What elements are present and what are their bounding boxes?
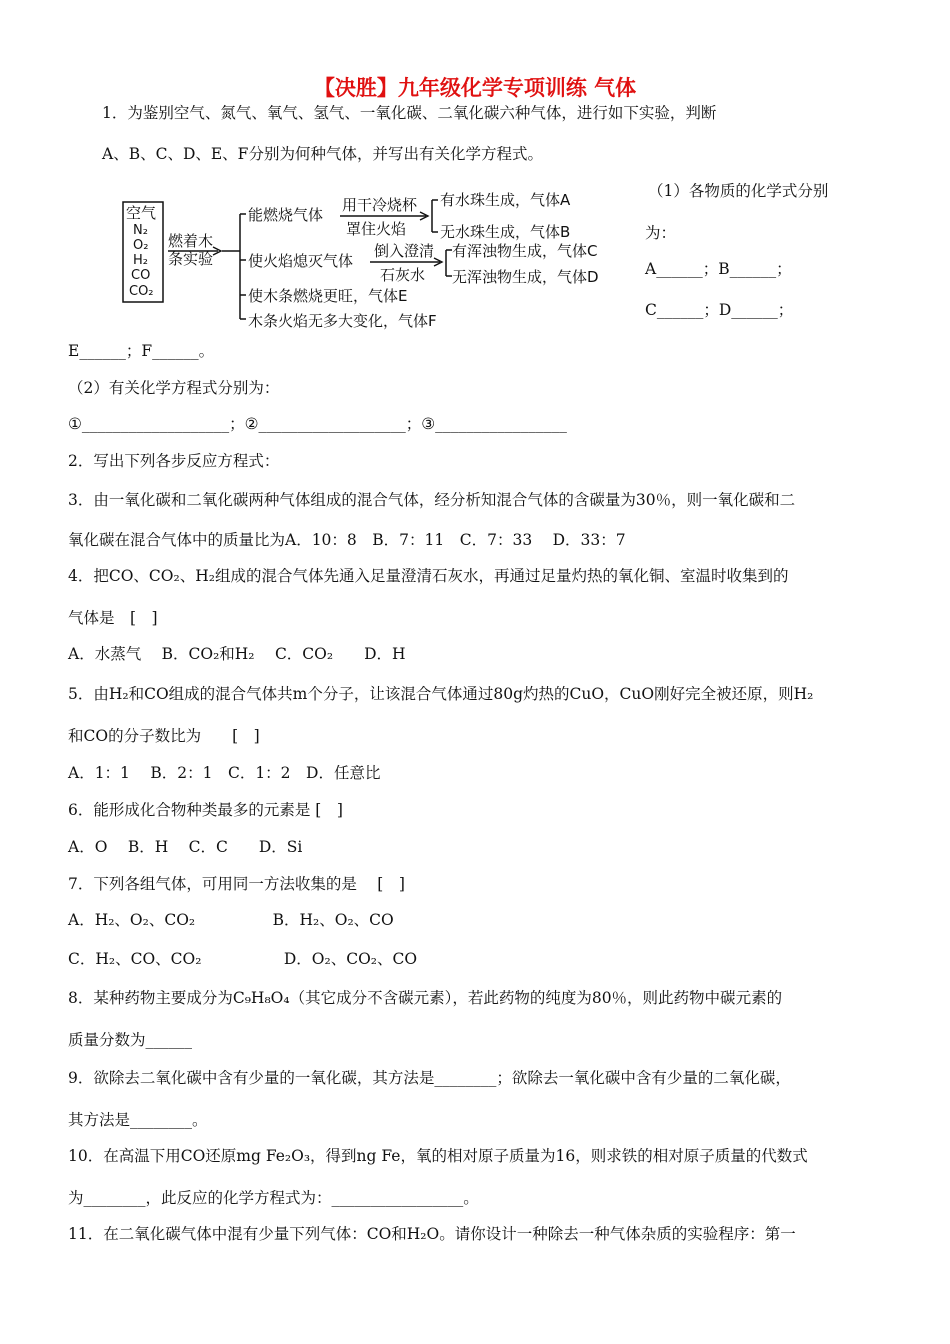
gas-label: CO xyxy=(131,268,151,283)
page-title: 【决胜】九年级化学专项训练 气体 xyxy=(313,76,637,100)
gas-label: H₂ xyxy=(133,253,148,268)
test-label: 燃着木 xyxy=(168,232,214,250)
q1-line2: A、B、C、D、E、F分别为何种气体，并写出有关化学方程式。 xyxy=(102,145,543,163)
question-line: 2．写出下列各步反应方程式： xyxy=(68,452,280,470)
operation-label: 倒入澄清 xyxy=(374,242,435,260)
outcome-d: 无浑浊物生成，气体D xyxy=(452,268,599,286)
question-line: 4．把CO、CO₂、H₂组成的混合气体先通入足量澄清石灰水，再通过足量灼热的氧化铜、室温时收集到的 xyxy=(68,567,789,585)
question-line: 和CO的分子数比为 [ ] xyxy=(68,727,260,745)
question-line: A．1：1 B．2：1 C．1：2 D．任意比 xyxy=(68,764,381,782)
q1-sub1-label: （1）各物质的化学式分别 xyxy=(648,182,829,200)
question-line: 11．在二氧化碳气体中混有少量下列气体：CO和H₂O。请你设计一种除去一种气体杂质的实验程序：第一 xyxy=(68,1225,796,1243)
q1-sub2: （2）有关化学方程式分别为： xyxy=(68,379,280,397)
question-line: A．水蒸气 B．CO₂和H₂ C．CO₂ D．H xyxy=(68,645,406,663)
question-line: 其方法是________。 xyxy=(68,1111,208,1129)
gas-label: O₂ xyxy=(133,238,149,253)
question-line: C．H₂、CO、CO₂ D．O₂、CO₂、CO xyxy=(68,950,418,968)
answer-blank-ef[interactable]: E______；F______。 xyxy=(68,342,215,360)
operation-label: 用干冷烧杯 xyxy=(342,196,418,214)
q1-sub1-label-cont: 为： xyxy=(645,224,677,242)
result-combustible: 能燃烧气体 xyxy=(248,206,324,224)
answer-blank-ab[interactable]: A______；B______； xyxy=(645,260,792,278)
gas-label: 空气 xyxy=(126,204,157,222)
equation-blanks[interactable]: ①___________________；②___________________；③_________________ xyxy=(68,415,567,433)
question-line: A．O B．H C．C D．Si xyxy=(68,838,303,856)
gas-label: CO₂ xyxy=(129,284,154,299)
question-line: 8．某种药物主要成分为C₉H₈O₄（其它成分不含碳元素），若此药物的纯度为80％，则此药物中碳元素的 xyxy=(68,989,783,1007)
question-line: 质量分数为______ xyxy=(68,1031,193,1049)
operation-label: 罩住火焰 xyxy=(346,220,407,238)
outcome-c: 有浑浊物生成，气体C xyxy=(452,242,598,260)
outcome-a: 有水珠生成，气体A xyxy=(440,191,571,209)
result-extinguish: 使火焰熄灭气体 xyxy=(248,252,354,270)
outcome-b: 无水珠生成，气体B xyxy=(440,223,571,241)
question-line: A．H₂、O₂、CO₂ B．H₂、O₂、CO xyxy=(68,911,394,929)
question-line: 3．由一氧化碳和二氧化碳两种气体组成的混合气体，经分析知混合气体的含碳量为30％，则一氧化碳和二 xyxy=(68,491,796,509)
experiment-diagram xyxy=(118,188,628,338)
question-line: 9．欲除去二氧化碳中含有少量的一氧化碳，其方法是________；欲除去一氧化碳中含有少量的二氧化碳， xyxy=(68,1069,791,1087)
answer-blank-cd[interactable]: C______；D______； xyxy=(645,301,794,319)
question-line: 为________，此反应的化学方程式为：_________________。 xyxy=(68,1189,479,1207)
test-label: 条实验 xyxy=(168,250,214,268)
operation-label: 石灰水 xyxy=(380,266,426,284)
question-line: 6．能形成化合物种类最多的元素是 [ ] xyxy=(68,801,343,819)
q1-line1: 1．为鉴别空气、氮气、氧气、氢气、一氧化碳、二氧化碳六种气体，进行如下实验，判断 xyxy=(102,104,717,122)
question-line: 氧化碳在混合气体中的质量比为A．10：8 B．7：11 C．7：33 D．33：7 xyxy=(68,531,626,549)
gas-label: N₂ xyxy=(133,223,148,238)
question-line: 10．在高温下用CO还原mg Fe₂O₃，得到ng Fe，氧的相对原子质量为16，则求铁的相对原子质量的代数式 xyxy=(68,1147,808,1165)
question-line: 7．下列各组气体，可用同一方法收集的是 [ ] xyxy=(68,875,405,893)
result-brighter: 使木条燃烧更旺，气体E xyxy=(248,287,408,305)
question-line: 5．由H₂和CO组成的混合气体共m个分子，让该混合气体通过80g灼热的CuO，CuO刚好完全被还原，则H₂ xyxy=(68,685,814,703)
result-unchanged: 木条火焰无多大变化，气体F xyxy=(248,312,437,330)
question-line: 气体是 [ ] xyxy=(68,609,158,627)
